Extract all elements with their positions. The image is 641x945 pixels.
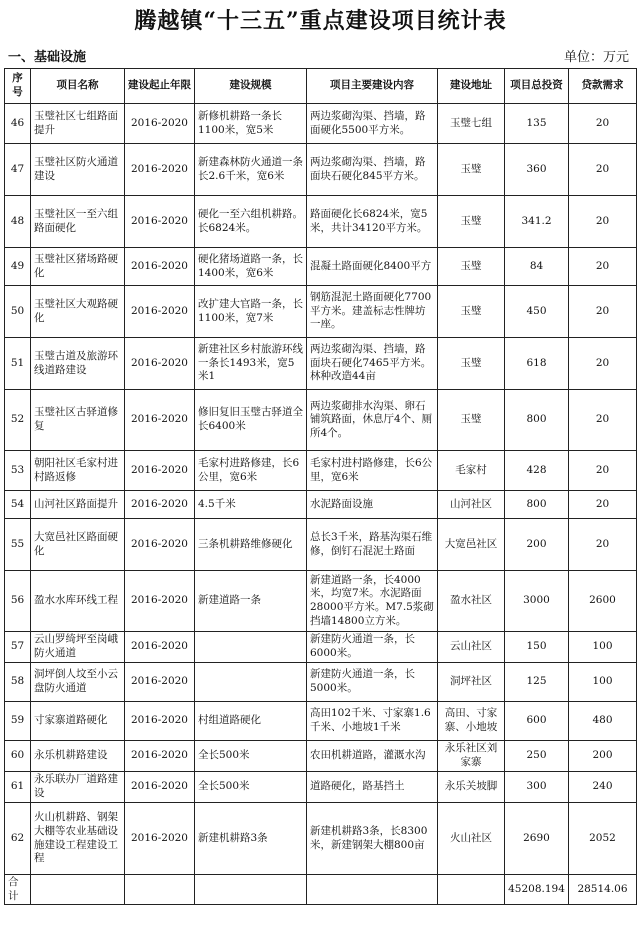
cell-no: 60 <box>5 741 31 772</box>
cell-address: 毛家村 <box>438 451 505 491</box>
cell-address: 玉璧 <box>438 248 505 286</box>
cell-name: 寸家寨道路硬化 <box>31 702 125 741</box>
cell-name: 火山机耕路、钢架大棚等农业基础设施建设工程建设工程 <box>31 803 125 875</box>
table-row <box>5 702 637 741</box>
cell-scale: 硬化猪场道路一条，长1400米，宽6米 <box>195 248 307 286</box>
cell-scale: 新建机耕路3条 <box>195 803 307 875</box>
cell-address: 高田、寸家寨、小地坡 <box>438 702 505 741</box>
header-no: 序号 <box>5 69 31 104</box>
cell-address: 玉璧 <box>438 286 505 338</box>
cell-name: 玉璧社区防火通道建设 <box>31 144 125 196</box>
table-row <box>5 772 637 803</box>
cell-investment: 600 <box>505 702 569 741</box>
cell-content: 钢筋混泥土路面硬化7700平方米。建盖标志性牌坊一座。 <box>307 286 438 338</box>
cell-scale: 改扩建大官路一条，长1100米，宽7米 <box>195 286 307 338</box>
cell-years: 2016-2020 <box>125 772 195 803</box>
cell-scale: 全长500米 <box>195 772 307 803</box>
cell-years: 2016-2020 <box>125 741 195 772</box>
cell-scale: 新建社区乡村旅游环线一条长1493米，宽5米1 <box>195 338 307 390</box>
cell-scale <box>195 663 307 702</box>
cell-investment: 84 <box>505 248 569 286</box>
cell-investment: 125 <box>505 663 569 702</box>
cell-content: 两边浆砌沟渠、挡墙，路面硬化5500平方米。 <box>307 104 438 144</box>
cell-content: 水泥路面设施 <box>307 491 438 519</box>
cell-loan: 100 <box>569 632 637 663</box>
table-row <box>5 571 637 632</box>
cell-name: 山河社区路面提升 <box>31 491 125 519</box>
cell-loan: 20 <box>569 144 637 196</box>
table-row <box>5 451 637 491</box>
cell-address: 玉璧七组 <box>438 104 505 144</box>
page-title: 腾越镇“十三五”重点建设项目统计表 <box>134 8 507 34</box>
cell-investment: 200 <box>505 519 569 571</box>
cell-address: 大宽邑社区 <box>438 519 505 571</box>
cell-address: 火山社区 <box>438 803 505 875</box>
cell-content: 两边浆砌沟渠、挡墙，路面块石硬化7465平方米。林种改造44亩 <box>307 338 438 390</box>
cell-years: 2016-2020 <box>125 803 195 875</box>
cell-name: 玉璧古道及旅游环线道路建设 <box>31 338 125 390</box>
cell-loan: 20 <box>569 248 637 286</box>
cell-years: 2016-2020 <box>125 104 195 144</box>
cell-years: 2016-2020 <box>125 390 195 451</box>
table-row <box>5 741 637 772</box>
header-loan: 贷款需求 <box>569 69 637 104</box>
cell-investment: 3000 <box>505 571 569 632</box>
cell-years: 2016-2020 <box>125 451 195 491</box>
cell-no: 47 <box>5 144 31 196</box>
cell-content: 两边浆砌排水沟渠、卵石铺筑路面，休息厅4个、厕所4个。 <box>307 390 438 451</box>
cell-investment: 800 <box>505 390 569 451</box>
cell-investment: 300 <box>505 772 569 803</box>
cell-years: 2016-2020 <box>125 338 195 390</box>
cell-investment: 250 <box>505 741 569 772</box>
cell-loan: 20 <box>569 390 637 451</box>
cell-address: 盈水社区 <box>438 571 505 632</box>
table-row <box>5 286 637 338</box>
cell-name: 玉璧社区猪场路硬化 <box>31 248 125 286</box>
cell-no: 56 <box>5 571 31 632</box>
cell-loan: 20 <box>569 104 637 144</box>
cell-content: 高田102千米、寸家寨1.6千米、小地坡1千米 <box>307 702 438 741</box>
cell-content: 总长3千米，路基沟渠石维修，倒钉石混泥土路面 <box>307 519 438 571</box>
cell-years: 2016-2020 <box>125 248 195 286</box>
cell-years: 2016-2020 <box>125 632 195 663</box>
table-row <box>5 632 637 663</box>
total-loan: 28514.06 <box>569 875 637 905</box>
cell-scale: 新建道路一条 <box>195 571 307 632</box>
cell-loan: 2600 <box>569 571 637 632</box>
header-years: 建设起止年限 <box>125 69 195 104</box>
cell-investment: 360 <box>505 144 569 196</box>
cell-years: 2016-2020 <box>125 702 195 741</box>
project-table <box>4 68 637 905</box>
cell-investment: 618 <box>505 338 569 390</box>
cell-scale <box>195 632 307 663</box>
table-row <box>5 144 637 196</box>
table-row <box>5 491 637 519</box>
cell-investment: 135 <box>505 104 569 144</box>
cell-name: 玉璧社区七组路面提升 <box>31 104 125 144</box>
header-scale: 建设规模 <box>195 69 307 104</box>
cell-no: 57 <box>5 632 31 663</box>
cell-scale: 新修机耕路一条长1100米，宽5米 <box>195 104 307 144</box>
cell-no: 59 <box>5 702 31 741</box>
cell-content: 混凝土路面硬化8400平方 <box>307 248 438 286</box>
cell-no: 52 <box>5 390 31 451</box>
cell-loan: 20 <box>569 519 637 571</box>
cell-no: 62 <box>5 803 31 875</box>
cell-loan: 20 <box>569 196 637 248</box>
cell-no: 54 <box>5 491 31 519</box>
table-row <box>5 519 637 571</box>
cell-investment: 2690 <box>505 803 569 875</box>
cell-content: 新建防火通道一条，长5000米。 <box>307 663 438 702</box>
cell-scale: 全长500米 <box>195 741 307 772</box>
cell-loan: 480 <box>569 702 637 741</box>
header-investment: 项目总投资 <box>505 69 569 104</box>
cell-no: 49 <box>5 248 31 286</box>
cell-name: 永乐联办厂道路建设 <box>31 772 125 803</box>
cell-scale: 三条机耕路维修硬化 <box>195 519 307 571</box>
cell-name: 玉璧社区一至六组路面硬化 <box>31 196 125 248</box>
cell-address: 玉璧 <box>438 390 505 451</box>
header-name: 项目名称 <box>31 69 125 104</box>
total-row <box>5 875 637 905</box>
header-content: 项目主要建设内容 <box>307 69 438 104</box>
cell-content: 路面硬化长6824米，宽5米，共计34120平方米。 <box>307 196 438 248</box>
table-row <box>5 663 637 702</box>
cell-name: 玉璧社区古驿道修复 <box>31 390 125 451</box>
cell-scale: 硬化一至六组机耕路。长6824米。 <box>195 196 307 248</box>
cell-years: 2016-2020 <box>125 196 195 248</box>
cell-years: 2016-2020 <box>125 571 195 632</box>
cell-no: 51 <box>5 338 31 390</box>
cell-loan: 20 <box>569 286 637 338</box>
cell-loan: 20 <box>569 451 637 491</box>
cell-address: 玉璧 <box>438 196 505 248</box>
cell-content: 毛家村进村路修建，长6公里，宽6米 <box>307 451 438 491</box>
cell-no: 50 <box>5 286 31 338</box>
cell-address: 云山社区 <box>438 632 505 663</box>
cell-scale: 新建森林防火通道一条长2.6千米，宽6米 <box>195 144 307 196</box>
table-row <box>5 196 637 248</box>
cell-years: 2016-2020 <box>125 519 195 571</box>
cell-investment: 341.2 <box>505 196 569 248</box>
cell-name: 云山罗绮坪至岗峨防火通道 <box>31 632 125 663</box>
cell-name: 玉璧社区大观路硬化 <box>31 286 125 338</box>
cell-investment: 150 <box>505 632 569 663</box>
cell-scale: 修旧复旧玉璧古驿道全长6400米 <box>195 390 307 451</box>
cell-loan: 100 <box>569 663 637 702</box>
cell-address: 永乐社区刘家寨 <box>438 741 505 772</box>
table-row <box>5 390 637 451</box>
table-row <box>5 248 637 286</box>
cell-scale: 村组道路硬化 <box>195 702 307 741</box>
cell-no: 48 <box>5 196 31 248</box>
cell-content: 新建道路一条，长4000米，均宽7米。水泥路面28000平方米。M7.5浆砌挡墙14800立方米。 <box>307 571 438 632</box>
cell-no: 58 <box>5 663 31 702</box>
cell-no: 53 <box>5 451 31 491</box>
table-row <box>5 803 637 875</box>
header-address: 建设地址 <box>438 69 505 104</box>
cell-scale: 毛家村进路修建，长6公里，宽6米 <box>195 451 307 491</box>
cell-content: 新建机耕路3条，长8300米，新建钢架大棚800亩 <box>307 803 438 875</box>
cell-loan: 2052 <box>569 803 637 875</box>
cell-scale: 4.5千米 <box>195 491 307 519</box>
cell-no: 55 <box>5 519 31 571</box>
table-row <box>5 104 637 144</box>
cell-address: 洞坪社区 <box>438 663 505 702</box>
cell-address: 永乐关坡脚 <box>438 772 505 803</box>
cell-address: 玉璧 <box>438 144 505 196</box>
table-header-row <box>5 69 637 104</box>
cell-years: 2016-2020 <box>125 144 195 196</box>
cell-name: 朝阳社区毛家村进村路返修 <box>31 451 125 491</box>
cell-investment: 450 <box>505 286 569 338</box>
cell-no: 46 <box>5 104 31 144</box>
cell-name: 盈水水库环线工程 <box>31 571 125 632</box>
cell-address: 山河社区 <box>438 491 505 519</box>
cell-investment: 800 <box>505 491 569 519</box>
cell-years: 2016-2020 <box>125 663 195 702</box>
cell-loan: 20 <box>569 338 637 390</box>
cell-content: 道路硬化，路基挡土 <box>307 772 438 803</box>
cell-years: 2016-2020 <box>125 286 195 338</box>
cell-no: 61 <box>5 772 31 803</box>
cell-name: 洞坪倒人坟至小云盘防火通道 <box>31 663 125 702</box>
cell-loan: 20 <box>569 491 637 519</box>
section-heading: 一、基础设施 <box>8 50 87 65</box>
cell-content: 新建防火通道一条，长6000米。 <box>307 632 438 663</box>
table-row <box>5 338 637 390</box>
total-investment: 45208.194 <box>505 875 569 905</box>
unit-label: 单位：万元 <box>563 50 629 65</box>
cell-loan: 200 <box>569 741 637 772</box>
cell-loan: 240 <box>569 772 637 803</box>
cell-years: 2016-2020 <box>125 491 195 519</box>
cell-content: 农田机耕道路，灌溉水沟 <box>307 741 438 772</box>
total-label: 合计 <box>5 875 31 905</box>
cell-name: 大宽邑社区路面硬化 <box>31 519 125 571</box>
cell-investment: 428 <box>505 451 569 491</box>
cell-address: 玉璧 <box>438 338 505 390</box>
cell-name: 永乐机耕路建设 <box>31 741 125 772</box>
cell-content: 两边浆砌沟渠、挡墙，路面块石硬化845平方米。 <box>307 144 438 196</box>
